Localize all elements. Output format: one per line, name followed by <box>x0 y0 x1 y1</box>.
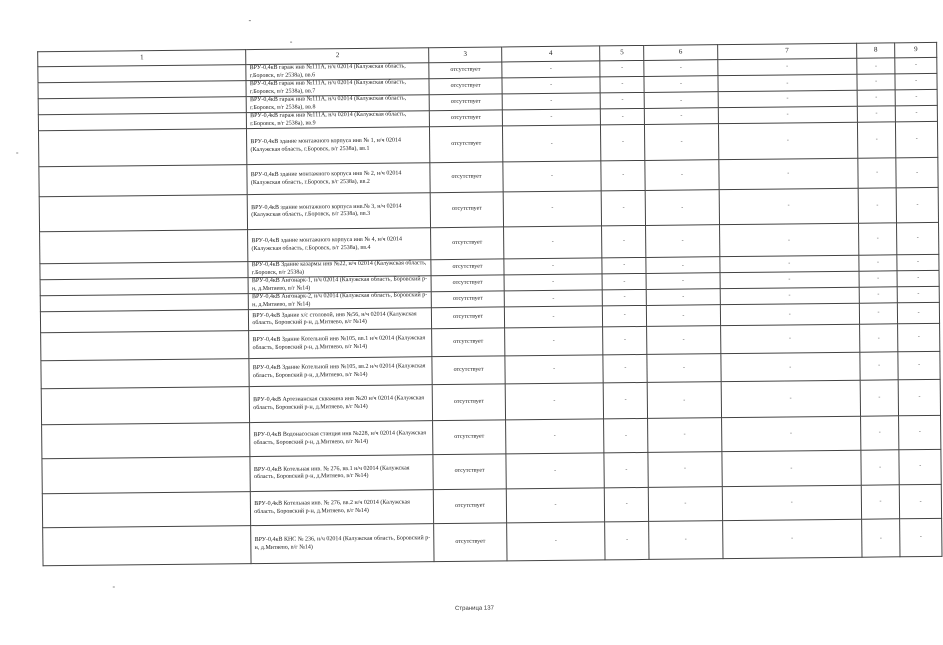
dash-cell: - <box>896 187 938 222</box>
dash-cell: - <box>647 305 721 327</box>
dash-cell: - <box>898 379 940 415</box>
status-cell: отсутствует <box>432 307 505 329</box>
dash-cell: - <box>720 255 859 272</box>
column-header: 9 <box>895 42 937 57</box>
dash-cell: - <box>603 289 647 305</box>
dash-cell: - <box>645 124 719 161</box>
object-name-cell: ВРУ-0,4кВ гараж инв №111А, н/ч 02014 (Калужская область, г.Боровск, в/г 2538а), вв.8 <box>246 95 429 113</box>
dash-cell: - <box>506 488 605 523</box>
dash-cell: - <box>895 57 937 73</box>
dash-cell: - <box>600 76 644 92</box>
dash-cell: - <box>603 326 647 354</box>
object-name-cell: ВРУ-0,4кВ Здание Котельной инв №105, вв.2 н/ч 02014 (Калужская область, Боровский р-н, д.Митяево, в/г №14) <box>249 357 432 387</box>
dash-cell: - <box>900 484 942 518</box>
dash-cell: - <box>647 326 721 355</box>
row-number-cell <box>41 331 250 361</box>
status-cell: отсутствует <box>430 110 503 127</box>
object-name-cell: ВРУ-0,4кВ гараж инв №111А, н/ч 02014 (Калужская область, г.Боровск, в/г 2538а), вв.7 <box>246 79 429 97</box>
dash-cell: - <box>601 92 645 108</box>
object-name-cell: ВРУ-0,4кВ Водонасосная станция инв №228, н/ч 02014 (Калужская область, Боровский р-н, д.Митяево, в/г №14) <box>250 421 433 457</box>
dash-cell: - <box>857 106 896 122</box>
row-number-cell <box>42 423 251 459</box>
dash-cell: - <box>722 485 862 520</box>
dash-cell: - <box>605 487 649 521</box>
dash-cell: - <box>718 106 857 123</box>
dash-cell: - <box>859 255 898 271</box>
dash-cell: - <box>862 519 901 557</box>
dash-cell: - <box>600 60 644 76</box>
dash-cell: - <box>604 452 648 487</box>
dash-cell: - <box>502 125 601 162</box>
object-name-cell: ВРУ-0,4кВ Котельная инв. № 276, вв.1 н/ч 02014 (Калужская область, Боровский р-н, д.Митяево, в/г №14) <box>250 455 433 492</box>
dash-cell: - <box>644 60 718 77</box>
object-name-cell: ВРУ-0,4кВ Здание х/с столовой, инв №56, н/ч 02014 (Калужская область, Боровский р-н, д.Митяево, в/г №14) <box>249 308 432 331</box>
dash-cell: - <box>858 158 897 188</box>
column-header: 1 <box>38 50 246 67</box>
dash-cell: - <box>502 61 601 78</box>
status-cell: отсутствует <box>434 489 507 524</box>
object-name-cell: ВРУ-0,4кВ здание монтажного корпуса инв № 4, н/ч 02014 (Калужская область, г.Боровск, в/г 2538а), вв.4 <box>248 228 431 262</box>
dash-cell: - <box>646 289 720 306</box>
dash-cell: - <box>896 121 938 157</box>
dash-cell: - <box>721 380 861 417</box>
dash-cell: - <box>601 160 645 190</box>
scan-speck <box>290 42 292 43</box>
object-name-cell: ВРУ-0,4кВ здание монтажного корпуса инв № 1, н/ч 02014 (Калужская область, г.Боровск, в/г 2538а), вв.1 <box>247 127 430 165</box>
status-cell: отсутствует <box>433 384 506 421</box>
dash-cell: - <box>895 89 937 105</box>
dash-cell: - <box>648 418 722 453</box>
dash-cell: - <box>897 222 939 254</box>
dash-cell: - <box>645 108 719 125</box>
row-number-cell <box>41 387 250 425</box>
dash-cell: - <box>719 223 859 256</box>
dash-cell: - <box>602 273 646 289</box>
row-number-cell <box>42 457 251 494</box>
dash-cell: - <box>504 306 603 328</box>
status-cell: отсутствует <box>430 126 503 163</box>
dash-cell: - <box>898 302 940 323</box>
object-name-cell: ВРУ-0,4кВ КНС № 236, н/ч 02014 (Калужская область, Боровский р-н, д.Митяево, в/г №14) <box>251 524 434 564</box>
dash-cell: - <box>859 271 898 287</box>
column-header: 8 <box>857 43 896 58</box>
dash-cell: - <box>503 161 602 192</box>
dash-cell: - <box>720 287 859 304</box>
dash-cell: - <box>644 76 718 93</box>
column-header: 3 <box>429 47 501 63</box>
dash-cell: - <box>898 323 940 351</box>
dash-cell: - <box>860 352 899 380</box>
dash-cell: - <box>718 122 858 159</box>
dash-cell: - <box>721 416 861 451</box>
object-name-cell: ВРУ-0,4кВ гараж инв №111А, н/ч 02014 (Калужская область, г.Боровск, в/г 2538а), вв.9 <box>247 111 430 129</box>
dash-cell: - <box>861 450 900 485</box>
dash-cell: - <box>895 73 937 89</box>
dash-cell: - <box>602 190 646 225</box>
dash-cell: - <box>648 487 722 522</box>
dash-cell: - <box>719 188 859 224</box>
column-header: 2 <box>246 48 429 65</box>
dash-cell: - <box>717 58 856 75</box>
column-header: 4 <box>501 46 600 62</box>
row-number-cell <box>39 165 248 197</box>
dash-cell: - <box>720 303 859 325</box>
row-number-cell <box>40 230 249 264</box>
column-header: 6 <box>644 45 718 61</box>
dash-cell: - <box>718 74 857 91</box>
row-number-cell <box>41 359 250 389</box>
status-cell: отсутствует <box>431 259 504 276</box>
table-body <box>38 57 942 565</box>
dash-cell: - <box>503 226 602 259</box>
dash-cell: - <box>721 352 861 381</box>
dash-cell: - <box>502 77 601 94</box>
status-cell: отсутствует <box>431 192 504 228</box>
dash-cell: - <box>720 271 859 288</box>
dash-cell: - <box>505 355 604 384</box>
object-name-cell: ВРУ-0,4кВ Здание Котельной инв №105, вв.1 н/ч 02014 (Калужская область, Боровский р-н, д.Митяево, в/г №14) <box>249 329 432 359</box>
dash-cell: - <box>649 521 723 560</box>
column-header: 7 <box>717 43 856 59</box>
dash-cell: - <box>646 225 720 258</box>
object-name-cell: ВРУ-0,4кВ Котельная инв. № 276, вв.2 н/ч 02014 (Калужская область, Боровский р-н, д.Митяево, в/г №14) <box>251 490 434 526</box>
dash-cell: - <box>896 157 938 187</box>
row-number-cell <box>38 129 247 167</box>
status-cell: отсутствует <box>430 94 503 111</box>
dash-cell: - <box>603 305 647 326</box>
row-number-cell <box>39 195 248 232</box>
status-cell: отсутствует <box>434 523 507 562</box>
dash-cell: - <box>644 92 718 109</box>
status-cell: отсутствует <box>432 356 505 385</box>
dash-cell: - <box>504 327 603 356</box>
dash-cell: - <box>646 257 720 274</box>
dash-cell: - <box>900 518 942 556</box>
object-name-cell: ВРУ-0,4кВ Ангонарк-2, н/ч 02014 (Калужская область, Боровский р-н, д.Митяево, в/г №14) <box>249 292 432 310</box>
scan-speck <box>113 587 115 588</box>
dash-cell: - <box>719 158 859 189</box>
dash-cell: - <box>857 122 896 158</box>
column-header: 5 <box>600 45 644 60</box>
dash-cell: - <box>504 290 603 307</box>
dash-cell: - <box>861 485 900 519</box>
scan-speck <box>249 20 251 21</box>
status-cell: отсутствует <box>433 454 506 490</box>
dash-cell: - <box>604 382 648 418</box>
dash-cell: - <box>720 324 860 353</box>
dash-cell: - <box>859 324 898 352</box>
dash-cell: - <box>603 354 647 382</box>
object-name-cell: ВРУ-0,4кВ Артезианская скважина инв №20 н/ч 02014 (Калужская область, Боровский р-н, д.Митяево, в/г №14) <box>249 385 432 423</box>
dash-cell: - <box>605 521 649 559</box>
dash-cell: - <box>857 58 896 74</box>
dash-cell: - <box>604 418 648 452</box>
status-cell: отсутствует <box>432 291 505 308</box>
table-row <box>43 518 942 565</box>
row-number-cell <box>40 310 249 333</box>
dash-cell: - <box>502 93 601 110</box>
object-name-cell: ВРУ-0,4кВ здание монтажного корпуса инв.№ 3, н/ч 02014 (Калужская область, г.Боровск, в/г 2538а), вв.3 <box>247 193 430 230</box>
status-cell: отсутствует <box>429 78 502 95</box>
object-name-cell: ВРУ-0,4кВ здание монтажного корпуса инв № 2, н/ч 02014 (Калужская область, г.Боровск, в/г 2538а), вв.2 <box>247 163 430 195</box>
status-cell: отсутствует <box>429 62 502 79</box>
dash-cell: - <box>504 258 603 275</box>
row-number-cell <box>42 492 251 528</box>
dash-cell: - <box>858 188 897 223</box>
dash-cell: - <box>859 303 898 324</box>
dash-cell: - <box>503 191 602 227</box>
dash-cell: - <box>718 90 857 107</box>
dash-cell: - <box>646 273 720 290</box>
dash-cell: - <box>899 415 941 449</box>
dash-cell: - <box>602 225 646 257</box>
page-number: Страница 137 <box>454 605 494 612</box>
dash-cell: - <box>860 416 899 450</box>
status-cell: отсутствует <box>431 227 504 260</box>
dash-cell: - <box>602 257 646 273</box>
dash-cell: - <box>645 190 719 226</box>
dash-cell: - <box>897 270 939 286</box>
dash-cell: - <box>505 383 604 420</box>
dash-cell: - <box>601 108 645 124</box>
dash-cell: - <box>897 286 939 302</box>
dash-cell: - <box>722 519 862 558</box>
dash-cell: - <box>857 90 896 106</box>
dash-cell: - <box>858 223 897 255</box>
dash-cell: - <box>722 450 862 486</box>
dash-cell: - <box>504 274 603 291</box>
object-name-cell: ВРУ-0,4кВ Здание казармы инв №22, н/ч 02014 (Калужская область, г.Боровск, в/г 2538а) <box>248 260 431 278</box>
dash-cell: - <box>859 287 898 303</box>
dash-cell: - <box>645 160 719 191</box>
status-cell: отсутствует <box>431 275 504 292</box>
dash-cell: - <box>648 452 722 488</box>
dash-cell: - <box>502 109 601 126</box>
dash-cell: - <box>506 522 605 561</box>
dash-cell: - <box>899 449 941 484</box>
document-table <box>37 42 942 566</box>
dash-cell: - <box>898 351 940 379</box>
object-name-cell: ВРУ-0,4кВ гараж инв №111А, н/ч 02014 (Калужская область, г.Боровск, в/г 2538а), вв.6 <box>246 63 429 81</box>
status-cell: отсутствует <box>433 420 506 455</box>
scan-speck <box>16 153 18 154</box>
dash-cell: - <box>506 453 605 489</box>
status-cell: отсутствует <box>432 328 505 357</box>
dash-cell: - <box>857 74 896 90</box>
row-number-cell <box>43 526 252 566</box>
object-name-cell: ВРУ-0,4кВ Ангонарк-1, н/ч 02014 (Калужская область, Боровский р-н, д.Митяево, в/г №14) <box>248 276 431 294</box>
dash-cell: - <box>601 124 645 160</box>
dash-cell: - <box>505 419 604 454</box>
dash-cell: - <box>897 254 939 270</box>
dash-cell: - <box>896 105 938 121</box>
dash-cell: - <box>860 380 899 416</box>
dash-cell: - <box>647 354 721 383</box>
dash-cell: - <box>647 382 721 419</box>
status-cell: отсутствует <box>430 162 503 193</box>
